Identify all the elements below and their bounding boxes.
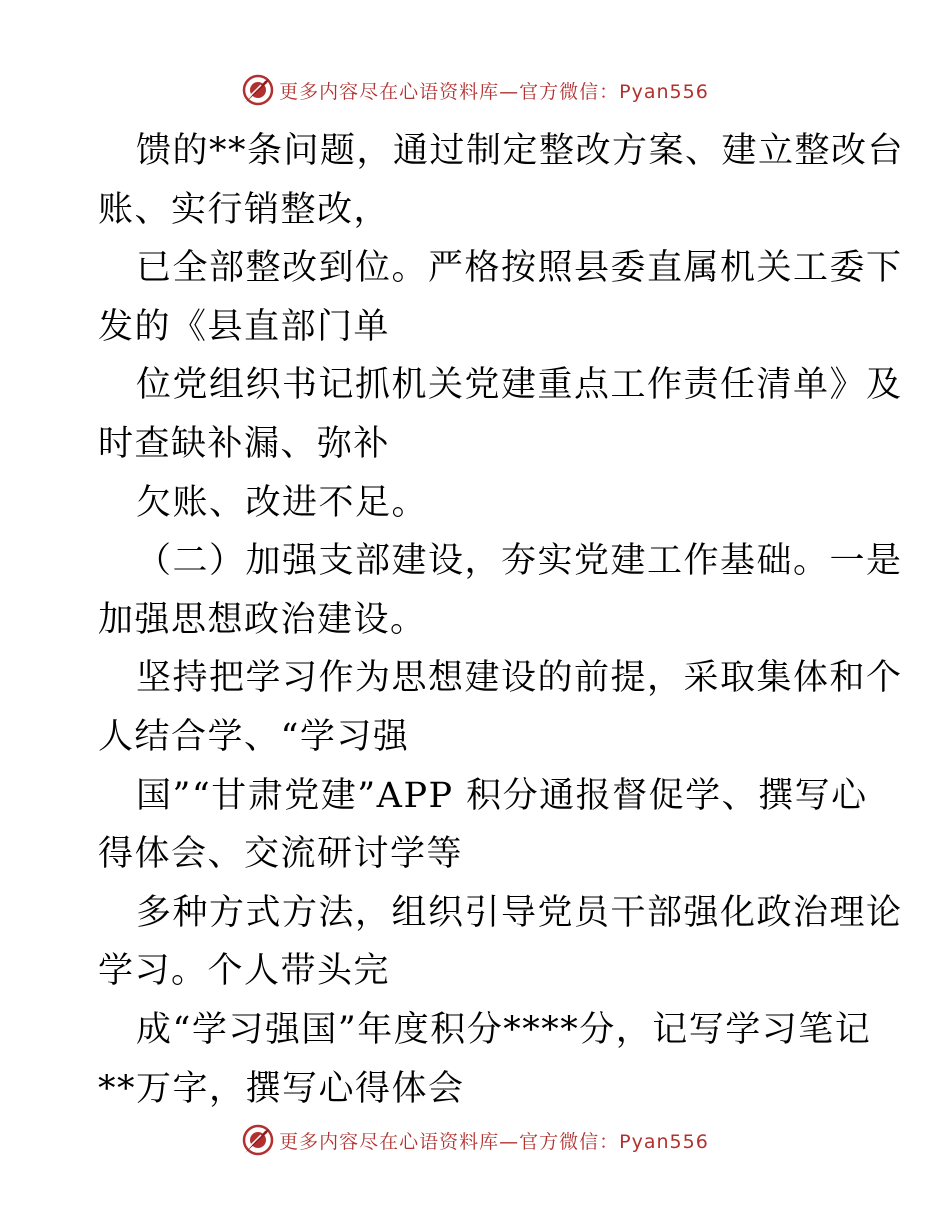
text-line: 多种方式方法，组织引导党员干部强化政治理论 [136,892,903,933]
quill-seal-logo-icon [241,73,275,107]
watermark-text: 更多内容尽在心语资料库—官方微信：Pyan556 [279,80,709,103]
text-line: 已全部整改到位。严格按照县委直属机关工委下 [136,248,903,289]
text-line: 人结合学、“学习强 [98,716,410,757]
text-line: 发的《县直部门单 [98,306,391,347]
text-line: 国”“甘肃党建”APP 积分通报督促学、撰写心 [136,775,868,816]
watermark-text: 更多内容尽在心语资料库—官方微信：Pyan556 [279,1130,709,1153]
text-line: 位党组织书记抓机关党建重点工作责任清单》及 [136,365,903,406]
text-line: 时查缺补漏、弥补 [98,423,391,464]
text-line: 坚持把学习作为思想建设的前提，采取集体和个 [136,658,903,699]
document-body [98,122,905,1118]
footer-watermark [0,1120,950,1160]
header-watermark [0,70,950,110]
text-line: 得体会、交流研讨学等 [98,834,464,875]
quill-seal-logo-icon [241,1123,275,1157]
text-line: **万字，撰写心得体会 [98,1068,465,1109]
text-line: （二）加强支部建设，夯实党建工作基础。一是 [136,541,903,582]
text-line: 欠账、改进不足。 [136,482,429,523]
text-line: 学习。个人带头完 [98,951,391,992]
text-line: 账、实行销整改， [98,189,391,230]
text-line: 成“学习强国”年度积分****分，记写学习笔记 [136,1009,872,1050]
text-line: 馈的**条问题，通过制定整改方案、建立整改台 [136,131,905,171]
text-line: 加强思想政治建设。 [98,599,427,640]
